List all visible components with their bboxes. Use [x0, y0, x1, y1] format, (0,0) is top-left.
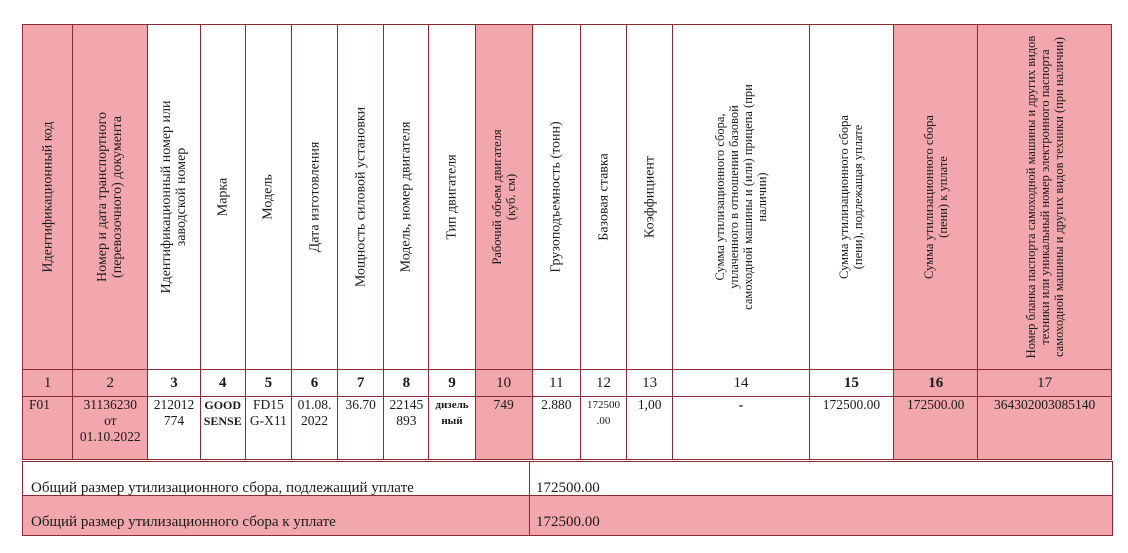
- header-cell: [894, 25, 978, 370]
- cell-text: 01.08.: [297, 397, 332, 412]
- header-cell: [809, 25, 893, 370]
- transport-document-cell: [73, 397, 148, 460]
- column-number: 5: [245, 370, 291, 397]
- cell-text: дизель: [435, 399, 469, 411]
- cell-text: 1,00: [637, 397, 662, 412]
- cell-text: 172500: [587, 399, 621, 411]
- header-text: Рабочий объем двигателя (куб. см): [489, 129, 518, 265]
- column-number: 9: [429, 370, 475, 397]
- cell-text: FD15: [252, 397, 284, 412]
- table-row: [23, 397, 1112, 460]
- cell-text: SENSE: [203, 414, 242, 428]
- model-cell: [245, 397, 291, 460]
- column-number-row: [23, 370, 1112, 397]
- column-number: 10: [475, 370, 532, 397]
- header-cell: [429, 25, 475, 370]
- header-text: Грузоподъемность (тонн): [548, 121, 564, 273]
- cell-text: 36.70: [345, 397, 376, 412]
- header-cell: [673, 25, 810, 370]
- cell-text: 31136230: [83, 397, 138, 412]
- manufacture-date-cell: [291, 397, 337, 460]
- coefficient-cell: [627, 397, 673, 460]
- cell-text: 749: [493, 397, 514, 412]
- fee-payable-cell: [809, 397, 893, 460]
- cell-text: -: [738, 397, 744, 412]
- cell-text: 364302003085140: [994, 397, 1096, 412]
- brand-cell: [200, 397, 245, 460]
- total-to-pay-row: [22, 495, 1113, 536]
- identification-code-cell: [23, 397, 73, 460]
- column-number: 15: [809, 370, 893, 397]
- cell-text: ный: [441, 415, 463, 427]
- header-text: Номер и дата транспортного (перевозочного) документа: [95, 112, 126, 282]
- header-cell: [245, 25, 291, 370]
- header-text: Базовая ставка: [596, 153, 612, 241]
- column-number: 6: [291, 370, 337, 397]
- header-cell: [580, 25, 626, 370]
- header-cell: [200, 25, 245, 370]
- header-text: Модель: [260, 174, 276, 220]
- cell-text: 172500.00: [822, 397, 881, 412]
- utilization-fee-table: [22, 24, 1112, 460]
- cell-text: 893: [396, 413, 417, 428]
- header-cell: [148, 25, 200, 370]
- header-text: Номер бланка паспорта самоходной машины и других видов техники или уникальный номер электронного паспорта самоходной машины и других видов техники (при наличии): [1023, 35, 1066, 359]
- cell-text: F01: [29, 397, 51, 412]
- column-number: 16: [894, 370, 978, 397]
- header-text: Марка: [215, 177, 231, 217]
- header-cell: [73, 25, 148, 370]
- cell-text: .00: [596, 415, 611, 427]
- cell-text: 01.10.2022: [79, 429, 141, 444]
- header-text: Сумма утилизационного сбора, уплаченного в отношении базовой самоходной машины и (или) прицепа (при наличии): [713, 84, 769, 310]
- header-text: Коэффициент: [642, 155, 658, 239]
- header-text: Сумма утилизационного сбора (пени), подлежащая уплате: [837, 115, 866, 279]
- paid-fee-cell: [673, 397, 810, 460]
- fee-to-pay-cell: [894, 397, 978, 460]
- header-cell: [338, 25, 384, 370]
- cell-text: GOOD: [204, 398, 242, 412]
- serial-number-cell: [148, 397, 200, 460]
- engine-type-cell: [429, 397, 475, 460]
- header-cell: [627, 25, 673, 370]
- header-cell: [978, 25, 1112, 370]
- column-number: 12: [580, 370, 626, 397]
- header-cell: [23, 25, 73, 370]
- total-payable-value: 172500.00: [530, 462, 1113, 502]
- passport-number-cell: [978, 397, 1112, 460]
- base-rate-cell: [580, 397, 626, 460]
- header-cell: [532, 25, 580, 370]
- cell-text: от: [104, 413, 117, 428]
- header-text: Идентификационный номер или заводской номер: [159, 100, 190, 294]
- column-number: 14: [673, 370, 810, 397]
- load-capacity-cell: [532, 397, 580, 460]
- column-number: 11: [532, 370, 580, 397]
- column-number: 2: [73, 370, 148, 397]
- header-cell: [384, 25, 429, 370]
- header-text: Мощность силовой установки: [353, 106, 369, 288]
- cell-text: 172500.00: [907, 397, 965, 412]
- cell-text: 22145: [389, 397, 424, 412]
- total-to-pay-label: Общий размер утилизационного сбора к уплате: [23, 496, 530, 536]
- column-number: 17: [978, 370, 1112, 397]
- cell-text: 212012: [153, 397, 195, 412]
- cell-text: 2.880: [541, 397, 572, 412]
- engine-volume-cell: [475, 397, 532, 460]
- power-cell: [338, 397, 384, 460]
- header-text: Модель, номер двигателя: [398, 121, 414, 273]
- header-text: Дата изготовления: [307, 141, 323, 253]
- column-number: 13: [627, 370, 673, 397]
- column-number: 3: [148, 370, 200, 397]
- total-payable-label: Общий размер утилизационного сбора, подлежащий уплате: [23, 462, 530, 502]
- column-number: 1: [23, 370, 73, 397]
- column-number: 4: [200, 370, 245, 397]
- header-text: Идентификационный код: [40, 121, 56, 273]
- cell-text: G-X11: [249, 413, 287, 428]
- header-cell: [291, 25, 337, 370]
- utilization-fee-table-sheet: [22, 24, 1112, 532]
- header-text: Тип двигателя: [444, 154, 460, 240]
- header-row: [23, 25, 1112, 370]
- column-number: 7: [338, 370, 384, 397]
- cell-text: 774: [163, 413, 185, 428]
- column-number: 8: [384, 370, 429, 397]
- total-to-pay-value: 172500.00: [530, 496, 1113, 536]
- engine-model-cell: [384, 397, 429, 460]
- cell-text: 2022: [301, 413, 329, 428]
- header-text: Сумма утилизационного сбора (пени) к уплате: [921, 115, 950, 279]
- header-cell: [475, 25, 532, 370]
